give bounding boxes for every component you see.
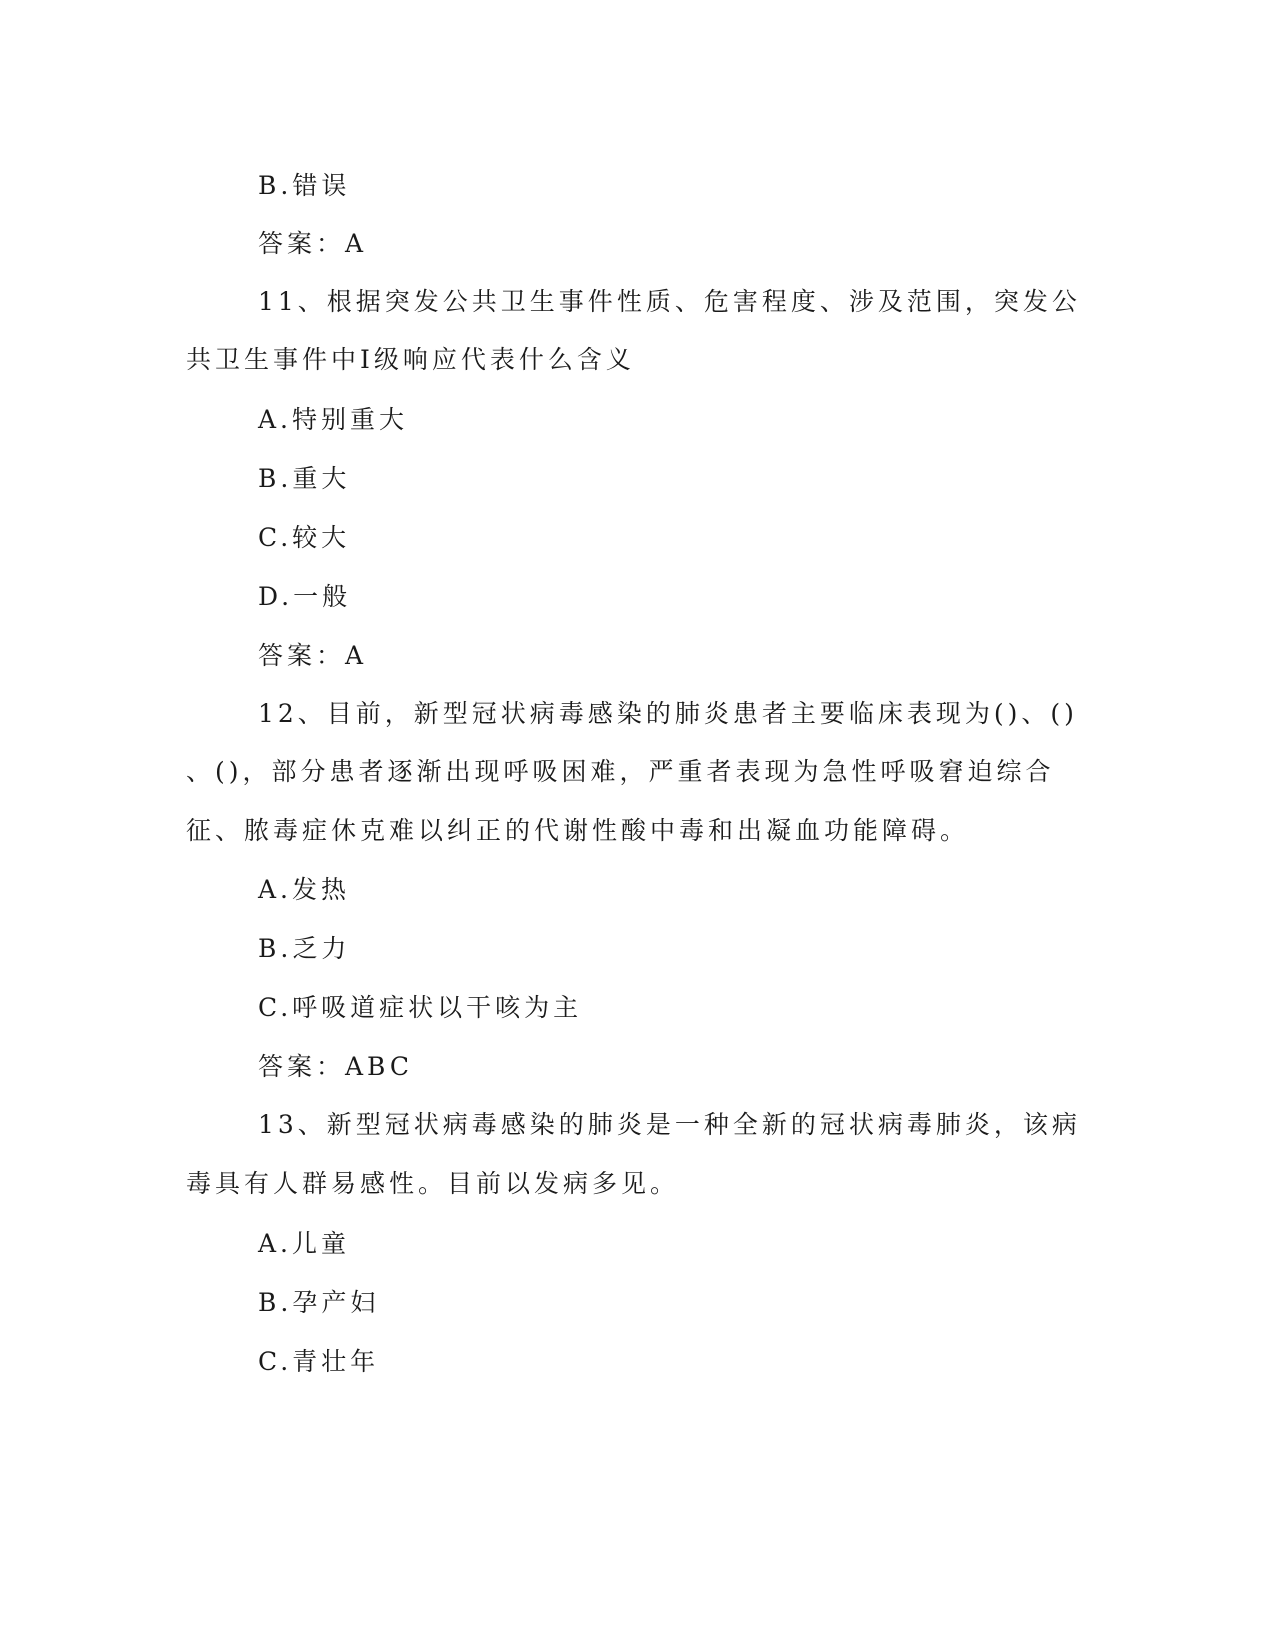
question-11-line-2: 共卫生事件中Ⅰ级响应代表什么含义 bbox=[186, 345, 635, 374]
option-line: B.错误 bbox=[258, 171, 351, 200]
question-13-line-1: 13、新型冠状病毒感染的肺炎是一种全新的冠状病毒肺炎，该病 bbox=[258, 1110, 1081, 1139]
answer-line: 答案：ABC bbox=[258, 1052, 414, 1081]
option-line: C.青壮年 bbox=[258, 1347, 380, 1376]
option-line: B.孕产妇 bbox=[258, 1288, 380, 1317]
answer-line: 答案：A bbox=[258, 229, 368, 258]
option-line: C.较大 bbox=[258, 523, 351, 552]
question-11-line-1: 11、根据突发公共卫生事件性质、危害程度、涉及范围，突发公 bbox=[258, 287, 1081, 316]
option-line: A.儿童 bbox=[258, 1229, 351, 1258]
question-12-line-3: 征、脓毒症休克难以纠正的代谢性酸中毒和出凝血功能障碍。 bbox=[186, 816, 970, 845]
option-line: B.重大 bbox=[258, 464, 351, 493]
question-12-line-2: 、()，部分患者逐渐出现呼吸困难，严重者表现为急性呼吸窘迫综合 bbox=[186, 757, 1055, 786]
question-13-line-2: 毒具有人群易感性。目前以发病多见。 bbox=[186, 1169, 680, 1198]
option-line: A.特别重大 bbox=[258, 405, 409, 434]
option-line: A.发热 bbox=[258, 875, 351, 904]
question-12-line-1: 12、目前，新型冠状病毒感染的肺炎患者主要临床表现为()、() bbox=[258, 699, 1078, 728]
option-line: C.呼吸道症状以干咳为主 bbox=[258, 993, 583, 1022]
option-line: B.乏力 bbox=[258, 934, 351, 963]
answer-line: 答案：A bbox=[258, 641, 368, 670]
option-line: D.一般 bbox=[258, 582, 352, 611]
